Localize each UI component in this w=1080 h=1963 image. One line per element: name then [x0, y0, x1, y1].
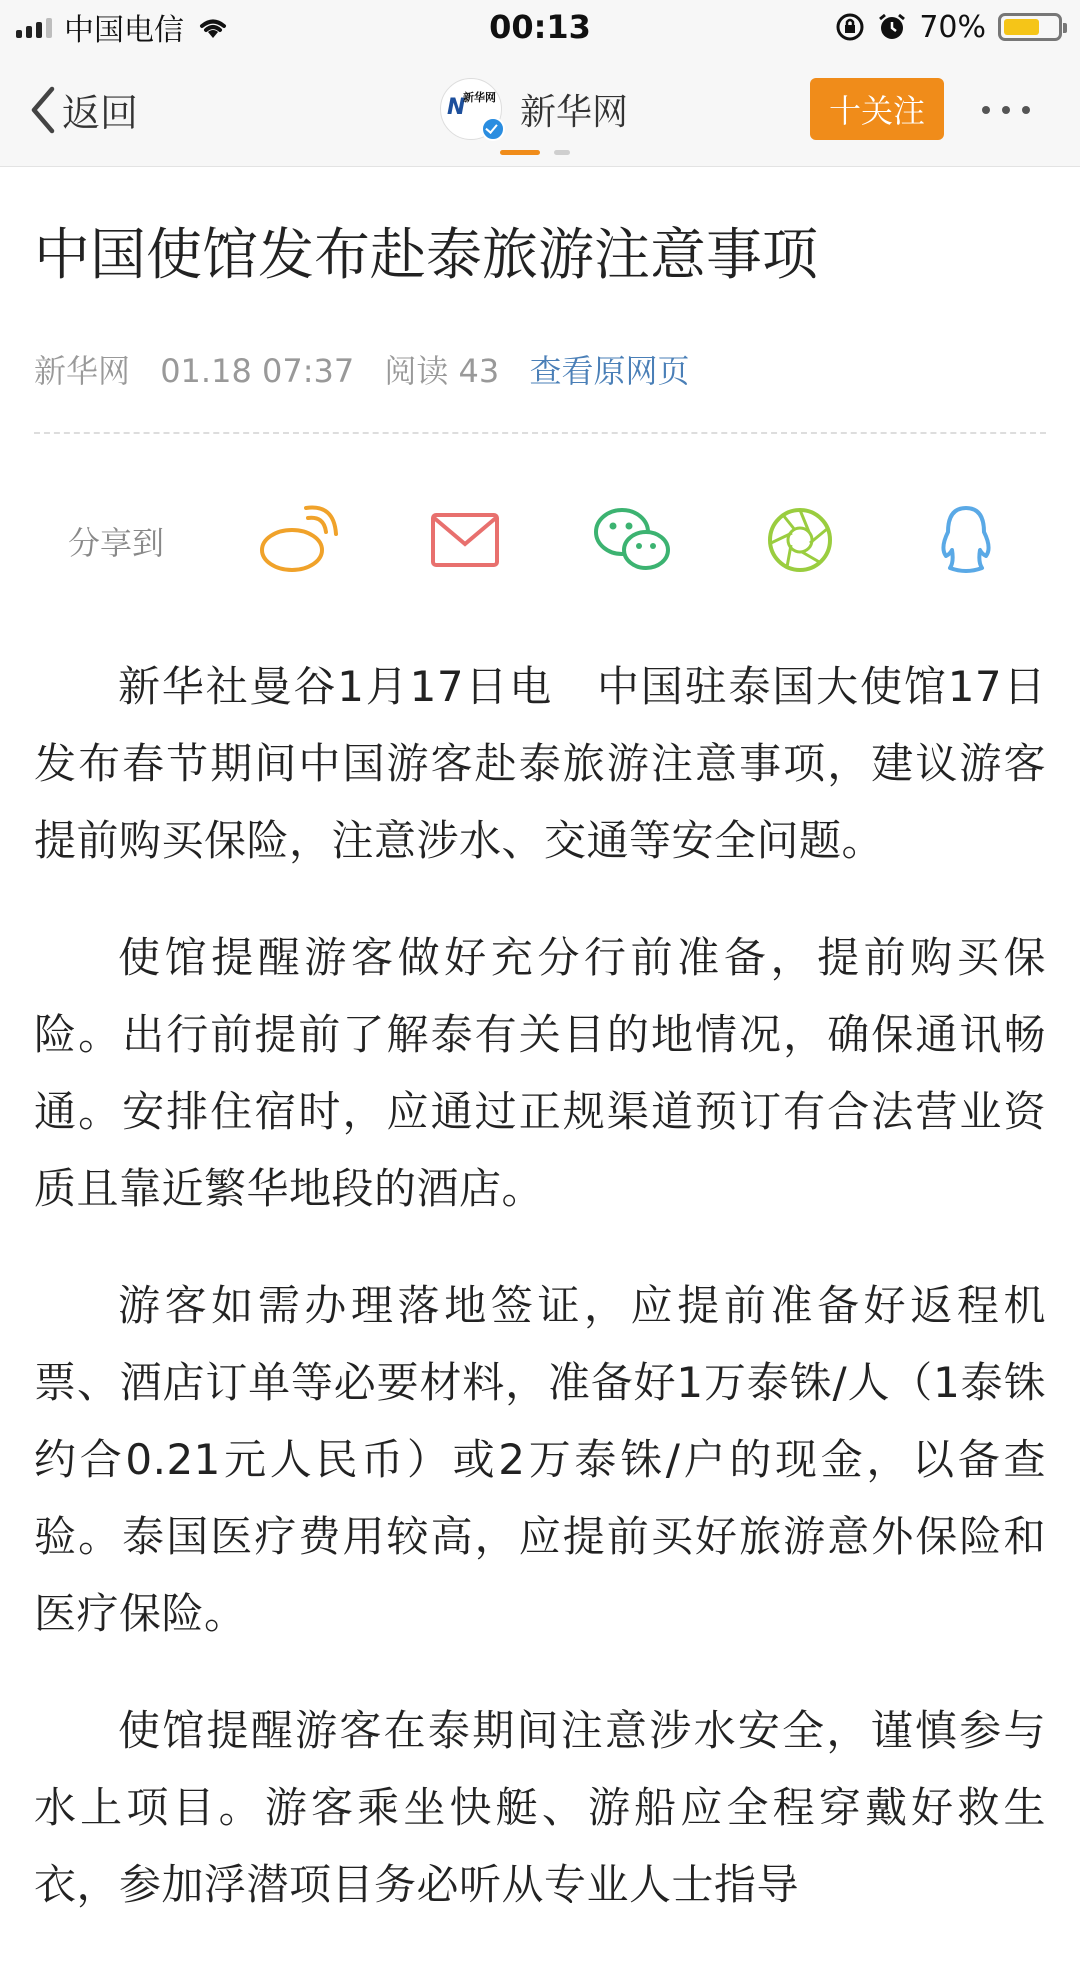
divider [34, 432, 1046, 434]
qq-icon[interactable] [924, 500, 1008, 580]
battery-percent: 70% [919, 9, 986, 45]
carrier-name: 中国电信 [64, 13, 184, 48]
follow-button[interactable]: 十关注 [810, 78, 944, 140]
article-title: 中国使馆发布赴泰旅游注意事项 [34, 223, 818, 288]
moments-icon[interactable] [758, 500, 842, 580]
back-button[interactable] [28, 82, 138, 137]
article-meta [34, 346, 709, 392]
article-paragraph: 游客如需办理落地签证，应提前准备好返程机票、酒店订单等必要材料，准备好1万泰铢/人（1泰铢约合0.21元人民币）或2万泰铢/户的现金，以备查验。泰国医疗费用较高，应提前买好旅游意外保险和医疗保险。 [34, 1281, 1046, 1638]
clock: 00:13 [489, 8, 591, 46]
article-read-count: 阅读 43 [384, 352, 500, 390]
battery-icon [998, 13, 1062, 41]
article-source: 新华网 [34, 352, 131, 390]
status-bar [0, 0, 1080, 52]
nav-bar [0, 52, 1080, 167]
weibo-icon[interactable] [254, 500, 338, 580]
share-bar [0, 500, 1080, 580]
more-options-icon[interactable] [982, 106, 1030, 114]
mail-icon[interactable] [423, 500, 507, 580]
back-label: 返回 [62, 91, 139, 135]
page-indicator [500, 150, 570, 155]
alarm-icon [877, 12, 907, 42]
article-paragraph: 使馆提醒游客做好充分行前准备，提前购买保险。出行前提前了解泰有关目的地情况，确保通讯畅通。安排住宿时，应通过正规渠道预订有合法营业资质且靠近繁华地段的酒店。 [34, 933, 1046, 1213]
page-dot-active [500, 150, 540, 155]
view-original-link[interactable]: 查看原网页 [529, 352, 690, 390]
wechat-icon[interactable] [590, 500, 674, 580]
article-paragraph: 新华社曼谷1月17日电 中国驻泰国大使馆17日发布春节期间中国游客赴泰旅游注意事项，建议游客提前购买保险，注意涉水、交通等安全问题。 [34, 662, 1046, 865]
source-name: 新华网 [520, 91, 629, 133]
article-body [34, 648, 1046, 1963]
article-paragraph: 使馆提醒游客在泰期间注意涉水安全，谨慎参与水上项目。游客乘坐快艇、游船应全程穿戴好救生衣，参加浮潜项目务必听从专业人士指导 [34, 1706, 1046, 1909]
verified-badge-icon [481, 117, 505, 141]
source-brand[interactable] [440, 78, 628, 140]
rotation-lock-icon [835, 12, 865, 42]
share-label: 分享到 [68, 524, 165, 562]
chevron-left-icon [28, 85, 58, 135]
status-right [835, 6, 1062, 48]
page-dot [554, 150, 570, 155]
xinhua-logo: N 新华网 [440, 78, 502, 140]
article-datetime: 01.18 07:37 [160, 352, 355, 390]
